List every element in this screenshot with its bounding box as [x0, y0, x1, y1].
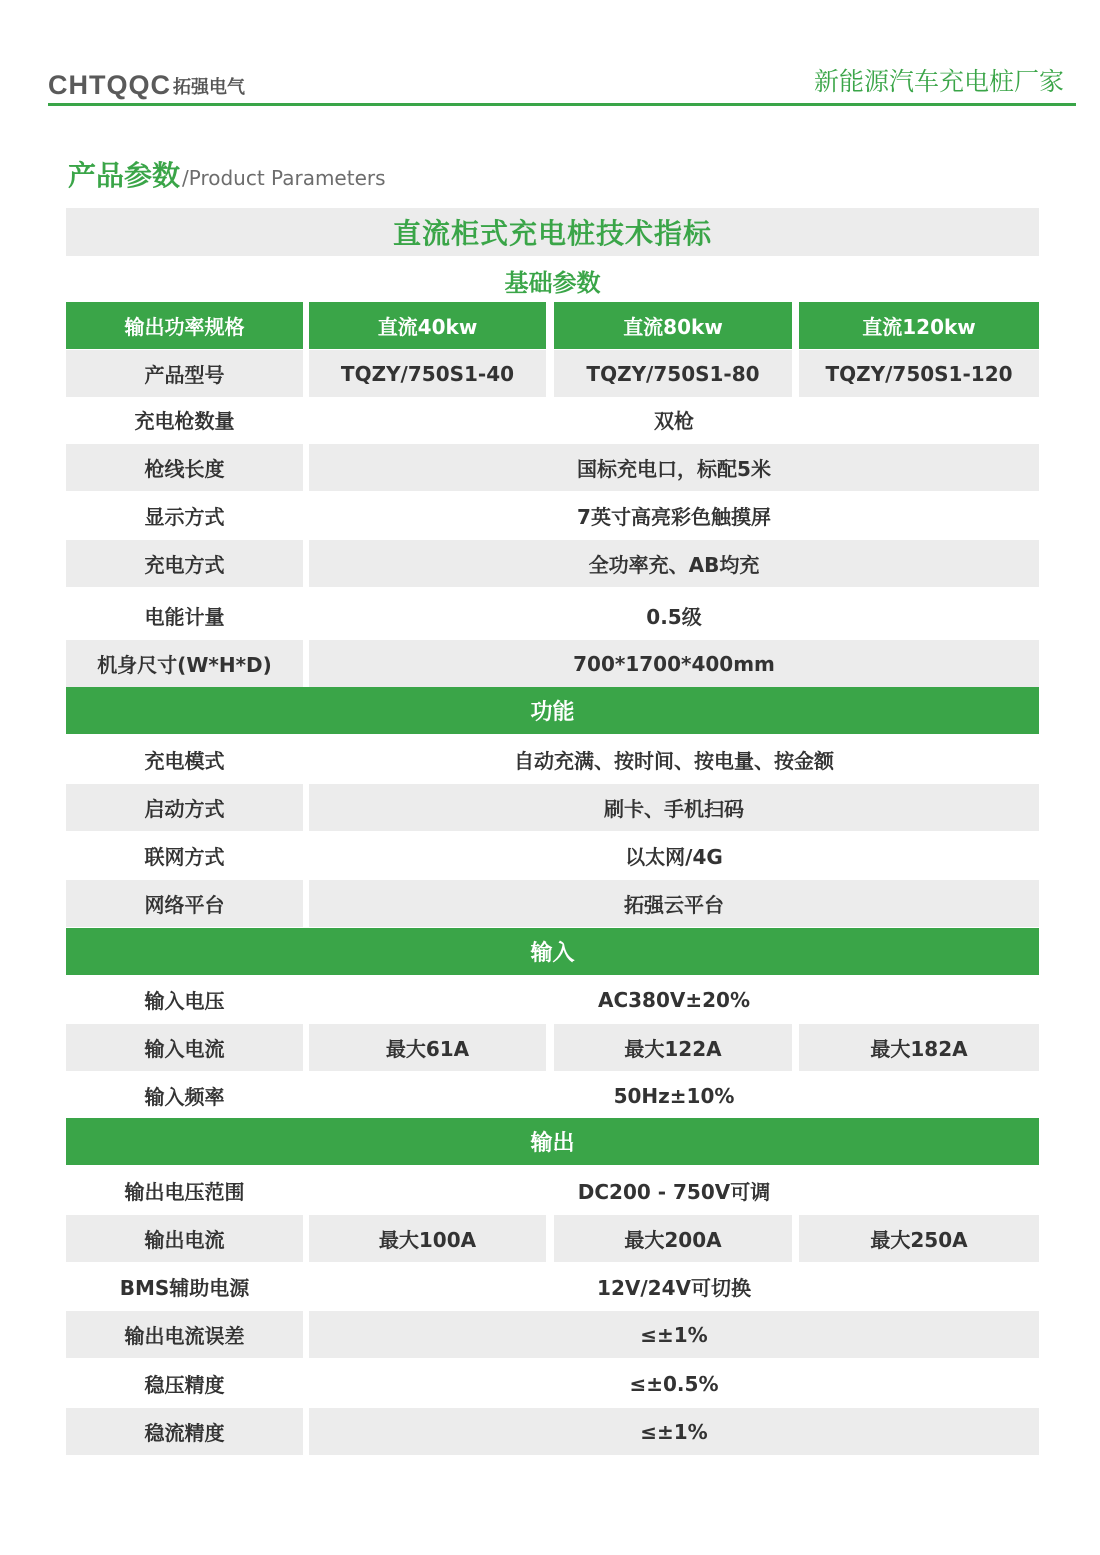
row-value: ≤±1%: [309, 1408, 1039, 1455]
header-col-120kw: 直流120kw: [799, 302, 1039, 349]
section-band-output: 输出: [66, 1118, 1039, 1165]
table-row: [66, 1072, 1039, 1119]
table-row: [66, 1215, 1039, 1262]
row-value: ≤±1%: [309, 1311, 1039, 1358]
row-value: 自动充满、按时间、按电量、按金额: [514, 749, 834, 773]
row-label: 输出电流: [66, 1215, 303, 1262]
row-value: 全功率充、AB均充: [309, 540, 1039, 587]
row-label: 输入频率: [144, 1085, 225, 1109]
row-label: 充电枪数量: [134, 409, 235, 433]
row-value: DC200 - 750V可调: [577, 1180, 771, 1204]
row-value: ≤±0.5%: [629, 1371, 719, 1396]
page-header: [48, 60, 1076, 106]
row-value: 最大182A: [799, 1024, 1039, 1071]
table-row: [66, 880, 1039, 927]
table-row: [66, 1024, 1039, 1071]
section-title-en: /Product Parameters: [182, 166, 386, 190]
table-row: [66, 592, 1039, 639]
section-band-function: 功能: [66, 687, 1039, 734]
row-label: 产品型号: [66, 350, 303, 397]
section-title: [68, 154, 386, 194]
row-label: 启动方式: [66, 784, 303, 831]
table-row: [66, 640, 1039, 687]
logo-mark: CHTQQC: [48, 70, 171, 100]
row-value: TQZY/750S1-80: [554, 350, 792, 397]
table-row: [66, 1311, 1039, 1358]
row-label: 稳压精度: [144, 1373, 225, 1397]
header-label: 输出功率规格: [66, 302, 303, 349]
row-label: 联网方式: [144, 845, 225, 869]
header-divider: [48, 103, 1076, 106]
row-label: 输入电压: [144, 989, 225, 1013]
row-label: 充电模式: [144, 749, 225, 773]
row-value: 双枪: [654, 409, 694, 433]
section-title-cn: 产品参数: [68, 159, 181, 192]
row-value: 拓强云平台: [309, 880, 1039, 927]
table-row: [66, 444, 1039, 491]
row-value: 0.5级: [646, 605, 702, 629]
row-label: 充电方式: [66, 540, 303, 587]
row-value: 700*1700*400mm: [309, 640, 1039, 687]
table-row: [66, 396, 1039, 443]
table-row: [66, 784, 1039, 831]
row-label: 输出电流误差: [66, 1311, 303, 1358]
section-band-input: 输入: [66, 928, 1039, 975]
row-label: 网络平台: [66, 880, 303, 927]
row-value: 最大100A: [309, 1215, 546, 1262]
row-label: 机身尺寸(W*H*D): [66, 640, 303, 687]
table-row: [66, 540, 1039, 587]
logo-company-name: 拓强电气: [173, 76, 245, 98]
table-row: [66, 1408, 1039, 1455]
row-value: TQZY/750S1-40: [309, 350, 546, 397]
table-title-text: 直流柜式充电桩技术指标: [392, 217, 712, 250]
table-title: [66, 208, 1039, 256]
row-value: 国标充电口，标配5米: [309, 444, 1039, 491]
row-label: 输入电流: [66, 1024, 303, 1071]
row-label: 枪线长度: [66, 444, 303, 491]
table-row: [66, 492, 1039, 539]
row-value: TQZY/750S1-120: [799, 350, 1039, 397]
row-value: 最大61A: [309, 1024, 546, 1071]
row-value: 刷卡、手机扫码: [309, 784, 1039, 831]
table-row: [66, 1263, 1039, 1310]
row-label: 显示方式: [144, 505, 225, 529]
table-row: [66, 976, 1039, 1023]
row-value: 最大200A: [554, 1215, 792, 1262]
row-value: 最大250A: [799, 1215, 1039, 1262]
header-col-40kw: 直流40kw: [309, 302, 546, 349]
header-col-80kw: 直流80kw: [554, 302, 792, 349]
company-logo: [48, 70, 245, 101]
table-row: [66, 736, 1039, 783]
table-row: [66, 1360, 1039, 1407]
row-value: 50Hz±10%: [613, 1083, 735, 1108]
row-value: 7英寸高亮彩色触摸屏: [577, 505, 771, 529]
table-header-row: [66, 302, 1039, 349]
row-label: 稳流精度: [66, 1408, 303, 1455]
table-row: [66, 1167, 1039, 1214]
header-slogan: 新能源汽车充电桩厂家: [813, 67, 1064, 96]
row-value: AC380V±20%: [597, 987, 750, 1012]
row-label: BMS辅助电源: [119, 1276, 250, 1300]
table-row: [66, 832, 1039, 879]
row-value: 最大122A: [554, 1024, 792, 1071]
table-subtitle: 基础参数: [504, 268, 601, 297]
row-label: 电能计量: [144, 605, 225, 629]
table-row-model: [66, 350, 1039, 397]
row-value: 以太网/4G: [625, 845, 723, 869]
row-value: 12V/24V可切换: [597, 1276, 751, 1300]
row-label: 输出电压范围: [124, 1180, 245, 1204]
